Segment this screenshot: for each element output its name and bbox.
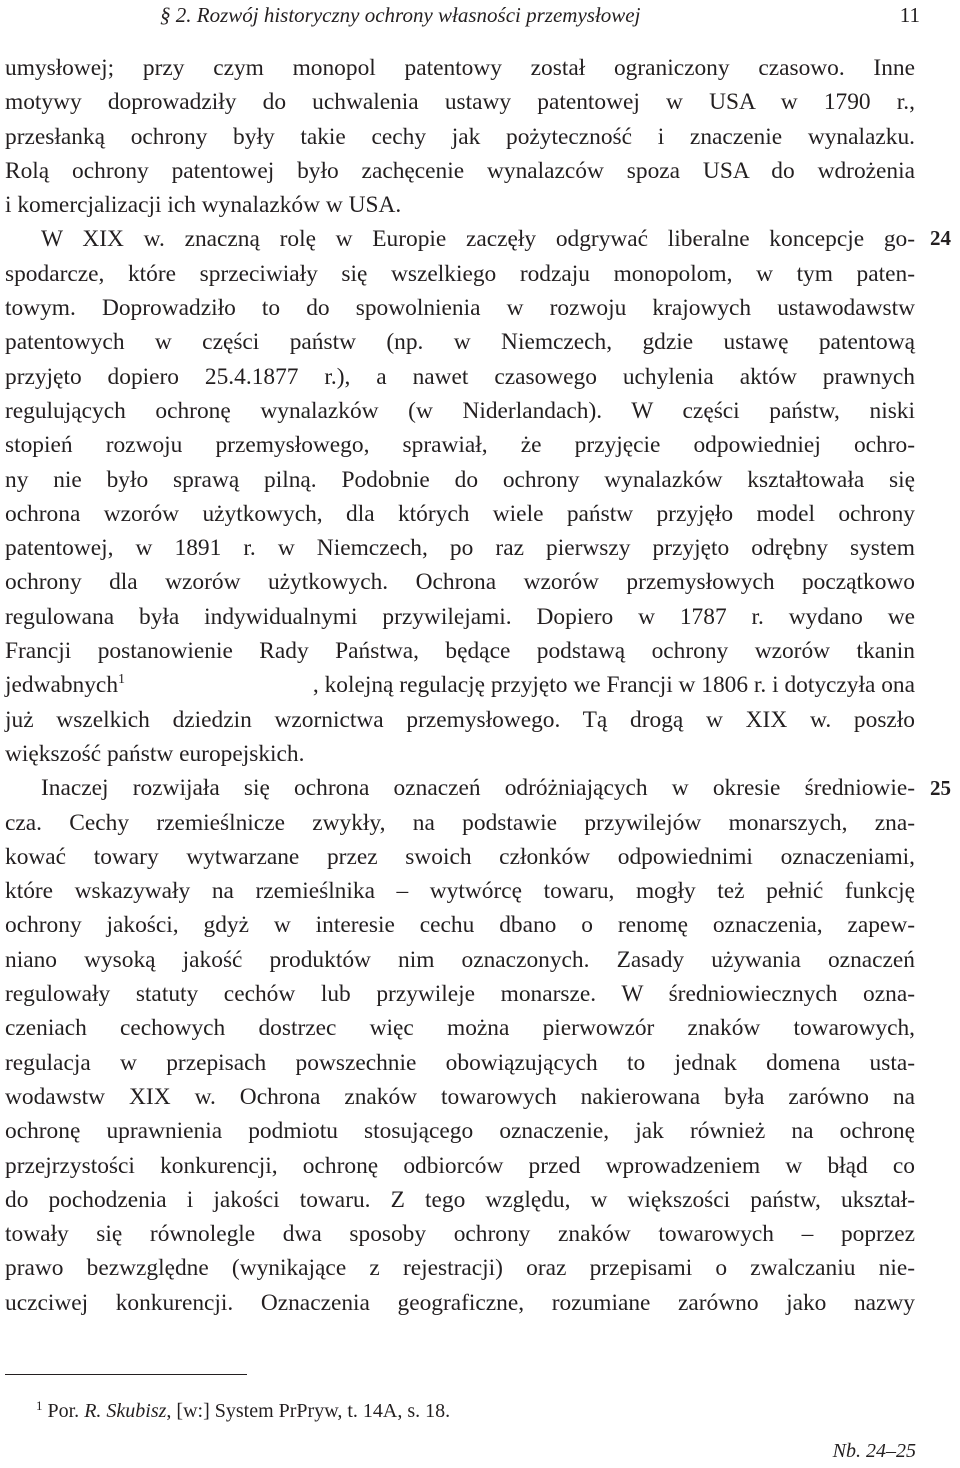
text-line: prawo bezwzględne (wynikające z rejestracji) oraz przepisami o zwalczaniu nie- [5,1255,915,1282]
text-line: ochrony jakości, gdyż w interesie cechu dbano o renomę oznaczenia, zapew- [5,912,915,939]
text-line: już wszelkich dziedzin wzornictwa przemysłowego. Tą drogą w XIX w. poszło [5,706,915,733]
paragraph-1 [5,51,915,222]
text-line: Inaczej rozwijała się ochrona oznaczeń odróżniających w okresie średniowie- [41,775,915,802]
text-line: większość państw europejskich. [5,740,305,767]
page-number: 11 [899,3,920,27]
text-line: ny nie było sprawą pilną. Podobnie do ochrony wynalazków kształtowała się [5,466,915,493]
text-line: kować towary wytwarzane przez swoich członków odpowiednimi oznaczeniami, [5,843,915,870]
text-line: przyjęto dopiero 25.4.1877 r.), a nawet czasowego uchylenia aktów prawnych [5,363,915,390]
text-line: czeniach cechowych dostrzec więc można pierwowzór znaków towarowych, [5,1015,915,1042]
text-line: które wskazywały na rzemieślnika – wytwórcę towaru, mogły też pełnić funkcję [5,878,915,905]
text-line: ochrona wzorów użytkowych, dla których wiele państw przyjęło model ochrony [5,500,915,527]
text-line: regulacja w przepisach powszechnie obowiązujących to jednak domena usta- [5,1049,915,1076]
footnote-source: , [w:] System PrPryw, t. 14A, s. 18. [166,1400,451,1422]
footnote-prefix: Por. [47,1400,85,1422]
text-line: do pochodzenia i jakości towaru. Z tego względu, w większości państw, ukształ- [5,1186,915,1213]
text-line: cza. Cechy rzemieślnicze zwykły, na podstawie przywilejów monarszych, zna- [5,809,915,836]
margin-number-25: 25 [930,776,951,800]
text-line: motywy doprowadziły do uchwalenia ustawy patentowej w USA w 1790 r., [5,89,915,116]
text-line: ochronę uprawnienia podmiotu stosującego oznaczenie, jak również na ochronę [5,1118,915,1145]
running-header [160,0,920,30]
text-line [5,668,915,702]
text-line: regulujących ochronę wynalazków (w Niderlandach). W części państw, niski [5,397,915,424]
text-line: spodarcze, które sprzeciwiały się wszelkiego rodzaju monopolom, w tym paten- [5,260,915,287]
text-line: patentowej, w 1891 r. w Niemczech, po raz pierwszy przyjęto odrębny system [5,535,915,562]
text-line: wodawstw XIX w. Ochrona znaków towarowych nakierowana była zarówno na [5,1083,915,1110]
text-line: przesłanką ochrony były takie cechy jak pożyteczność i znaczenie wynalazku. [5,123,915,150]
section-title: § 2. Rozwój historyczny ochrony własności przemysłowej [160,3,641,27]
footnote [36,1392,450,1425]
text-line: regulowana była indywidualnymi przywilejami. Dopiero w 1787 r. wydano we [5,603,915,630]
text-line: Francji postanowienie Rady Państwa, będące podstawą ochrony wzorów tkanin [5,638,915,665]
margin-number-range: Nb. 24–25 [832,1440,916,1462]
footnote-reference[interactable]: 1 [118,672,126,688]
footnote-author: R. Skubisz [84,1400,167,1422]
text-line: towały się równolegle dwa sposoby ochrony znaków towarowych – poprzez [5,1221,915,1248]
paragraph-2 [5,222,915,771]
line-start: jedwabnych [5,672,119,699]
text-line: patentowych w części państw (np. w Niemczech, gdzie ustawę patentową [5,329,915,356]
text-line: niano wysoką jakość produktów nim oznaczonych. Zasady używania oznaczeń [5,946,915,973]
paragraph-3 [5,771,915,1320]
text-line: ochrony dla wzorów użytkowych. Ochrona wzorów przemysłowych początkowo [5,569,915,596]
footnote-separator [5,1374,247,1375]
text-line: towym. Doprowadziło to do spowolnienia w rozwoju krajowych ustawodawstw [5,295,915,322]
body-text [5,51,915,1320]
text-line: umysłowej; przy czym monopol patentowy został ograniczony czasowo. Inne [5,55,915,81]
text-line: Rolą ochrony patentowej było zachęcenie wynalazców spoza USA do wdrożenia [5,157,915,184]
line-segment [5,668,125,702]
margin-number-24: 24 [930,226,951,250]
text-line: i komercjalizacji ich wynalazków w USA. [5,192,402,219]
text-line: W XIX w. znaczną rolę w Europie zaczęły odgrywać liberalne koncepcje go- [41,226,915,253]
text-line: przejrzystości konkurencji, ochronę odbiorców przed wprowadzeniem w błąd co [5,1152,915,1179]
line-end: , kolejną regulację przyjęto we Francji w 1806 r. i dotyczyła ona [312,672,915,699]
text-line: uczciwej konkurencji. Oznaczenia geograficzne, rozumiane zarówno jako nazwy [5,1289,915,1316]
text-line: stopień rozwoju przemysłowego, sprawiał, że przyjęcie odpowiedniej ochro- [5,432,915,459]
text-line: regulowały statuty cechów lub przywileje monarsze. W średniowiecznych ozna- [5,981,915,1008]
footnote-number: 1 [36,1398,43,1413]
